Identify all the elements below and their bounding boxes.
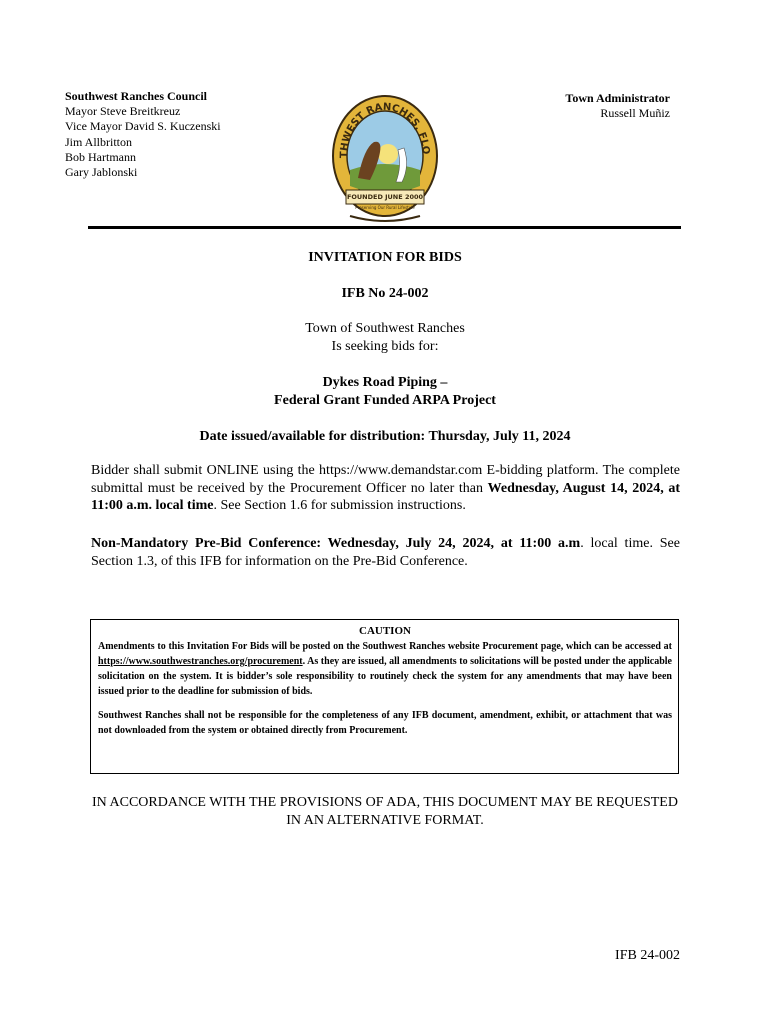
- caution-paragraph: [98, 639, 672, 699]
- procurement-link[interactable]: https://www.southwestranches.org/procurement: [98, 656, 303, 667]
- council-member: Jim Allbritton: [65, 134, 133, 149]
- council-title: Southwest Ranches Council: [65, 89, 208, 103]
- council-member: Mayor Steve Breitkreuz: [65, 104, 181, 119]
- seal-text: THWEST RANCHES, FLO: [338, 101, 432, 159]
- conference-text: . local time. See Section 1.3, of this IFB for information on the Pre-Bid Conference.: [91, 536, 680, 569]
- date-issued: Date issued/available for distribution: Thursday, July 11, 2024: [199, 429, 571, 444]
- seal-banner: FOUNDED JUNE 2000: [346, 193, 424, 201]
- caution-text-end: . As they are issued, all amendments to solicitations will be posted under the applicable solicitation on the system. It is bidder’s sole responsibility to routinely check the system for any amendments that may have been issued prior to the deadline for submission of bids.: [98, 656, 672, 697]
- caution-box: [90, 619, 679, 774]
- seal-motto: Preserving Our Rural Lifestyle: [355, 205, 415, 210]
- council-block: [65, 89, 221, 180]
- administrator-block: [520, 91, 670, 121]
- submission-text: Bidder shall submit ONLINE using the https://www.demandstar.com E-bidding platform. The complete submittal must be received by the Procurement Officer no later than: [91, 463, 680, 496]
- administrator-name: Russell Muñiz: [600, 106, 670, 121]
- ifb-number: IFB No 24-002: [341, 286, 429, 301]
- project-title-line1: Dykes Road Piping –: [322, 375, 448, 390]
- caution-disclaimer: Southwest Ranches shall not be responsible for the completeness of any IFB document, amendment, exhibit, or attachment that was not downloaded from the system or obtained directly from Procurement.: [98, 710, 672, 736]
- project-title-line2: Federal Grant Funded ARPA Project: [274, 393, 496, 408]
- document-heading: INVITATION FOR BIDS: [308, 250, 462, 265]
- page-footer: IFB 24-002: [615, 948, 680, 963]
- header-divider: [88, 226, 681, 229]
- ada-notice: IN ACCORDANCE WITH THE PROVISIONS OF ADA, THIS DOCUMENT MAY BE REQUESTED IN AN ALTERNATIVE FORMAT.: [92, 795, 678, 828]
- seeking-line: Is seeking bids for:: [331, 339, 439, 354]
- submission-paragraph: [91, 462, 680, 515]
- conference-date: Non-Mandatory Pre-Bid Conference: Wednesday, July 24, 2024, at 11:00 a.m: [91, 536, 581, 551]
- caution-title: CAUTION: [359, 625, 411, 637]
- administrator-title: Town Administrator: [565, 91, 670, 105]
- conference-paragraph: [91, 535, 680, 570]
- town-seal-logo: [330, 88, 440, 226]
- council-member: Vice Mayor David S. Kuczenski: [65, 119, 221, 134]
- council-member: Bob Hartmann: [65, 149, 136, 164]
- council-member: Gary Jablonski: [65, 165, 138, 180]
- submission-text-end: . See Section 1.6 for submission instructions.: [213, 498, 466, 513]
- submission-deadline: Wednesday, August 14, 2024, at 11:00 a.m. local time: [91, 480, 681, 513]
- town-line: Town of Southwest Ranches: [305, 321, 465, 336]
- caution-text: Amendments to this Invitation For Bids will be posted on the Southwest Ranches website Procurement page, which can be accessed at: [98, 641, 672, 652]
